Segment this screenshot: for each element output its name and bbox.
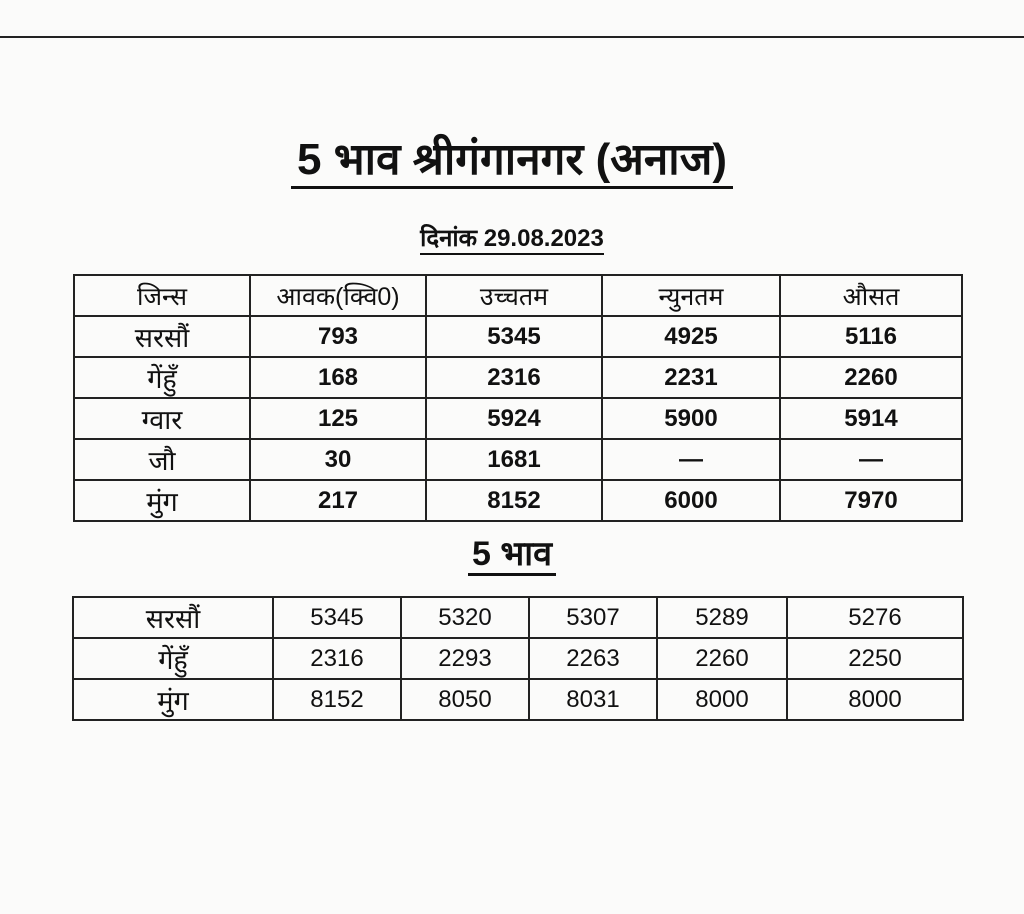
rate-cell: 8031 (529, 679, 657, 720)
table-row (73, 679, 963, 720)
date-line (0, 224, 1024, 254)
date-label: दिनांक (420, 225, 478, 252)
average-cell: 5116 (780, 316, 962, 357)
rate-cell: 8050 (401, 679, 529, 720)
table-row (74, 398, 962, 439)
commodity-cell: गेंहुँ (74, 357, 250, 398)
main-rates-table (73, 274, 963, 522)
lowest-cell: 4925 (602, 316, 780, 357)
average-cell: 5914 (780, 398, 962, 439)
average-cell: 2260 (780, 357, 962, 398)
five-rates-title: 5 भाव (468, 535, 556, 576)
arrival-cell: 30 (250, 439, 426, 480)
page-title-container (0, 132, 1024, 188)
average-cell: — (780, 439, 962, 480)
table-row (74, 439, 962, 480)
rate-cell: 8000 (787, 679, 963, 720)
arrival-cell: 168 (250, 357, 426, 398)
table-row (73, 597, 963, 638)
commodity-cell: ग्वार (74, 398, 250, 439)
rate-cell: 8152 (273, 679, 401, 720)
rate-cell: 2260 (657, 638, 787, 679)
commodity-cell: सरसौं (73, 597, 273, 638)
highest-cell: 8152 (426, 480, 602, 521)
page-title: 5 भाव श्रीगंगानगर (अनाज) (291, 135, 733, 189)
header-highest: उच्चतम (426, 275, 602, 316)
rate-cell: 5320 (401, 597, 529, 638)
commodity-cell: मुंग (74, 480, 250, 521)
average-cell: 7970 (780, 480, 962, 521)
date-value: 29.08.2023 (483, 225, 604, 252)
lowest-cell: 5900 (602, 398, 780, 439)
rate-cell: 2293 (401, 638, 529, 679)
lowest-cell: 6000 (602, 480, 780, 521)
header-average: औसत (780, 275, 962, 316)
table-row (74, 480, 962, 521)
rate-cell: 5345 (273, 597, 401, 638)
commodity-cell: सरसौं (74, 316, 250, 357)
highest-cell: 5345 (426, 316, 602, 357)
arrival-cell: 125 (250, 398, 426, 439)
commodity-cell: जौ (74, 439, 250, 480)
header-arrival: आवक(क्वि0) (250, 275, 426, 316)
rate-cell: 8000 (657, 679, 787, 720)
rate-cell: 2316 (273, 638, 401, 679)
lowest-cell: — (602, 439, 780, 480)
commodity-cell: गेंहुँ (73, 638, 273, 679)
table-row (74, 357, 962, 398)
rate-cell: 5289 (657, 597, 787, 638)
date-underlined (420, 225, 604, 255)
commodity-cell: मुंग (73, 679, 273, 720)
five-rates-table (72, 596, 964, 721)
header-lowest: न्युनतम (602, 275, 780, 316)
header-commodity: जिन्स (74, 275, 250, 316)
five-rates-title-container (0, 532, 1024, 576)
highest-cell: 2316 (426, 357, 602, 398)
highest-cell: 5924 (426, 398, 602, 439)
table-row (73, 638, 963, 679)
top-divider-line (0, 36, 1024, 38)
header-row (74, 275, 962, 316)
rate-cell: 5307 (529, 597, 657, 638)
highest-cell: 1681 (426, 439, 602, 480)
rate-cell: 5276 (787, 597, 963, 638)
rate-cell: 2250 (787, 638, 963, 679)
arrival-cell: 217 (250, 480, 426, 521)
rate-cell: 2263 (529, 638, 657, 679)
arrival-cell: 793 (250, 316, 426, 357)
lowest-cell: 2231 (602, 357, 780, 398)
table-row (74, 316, 962, 357)
